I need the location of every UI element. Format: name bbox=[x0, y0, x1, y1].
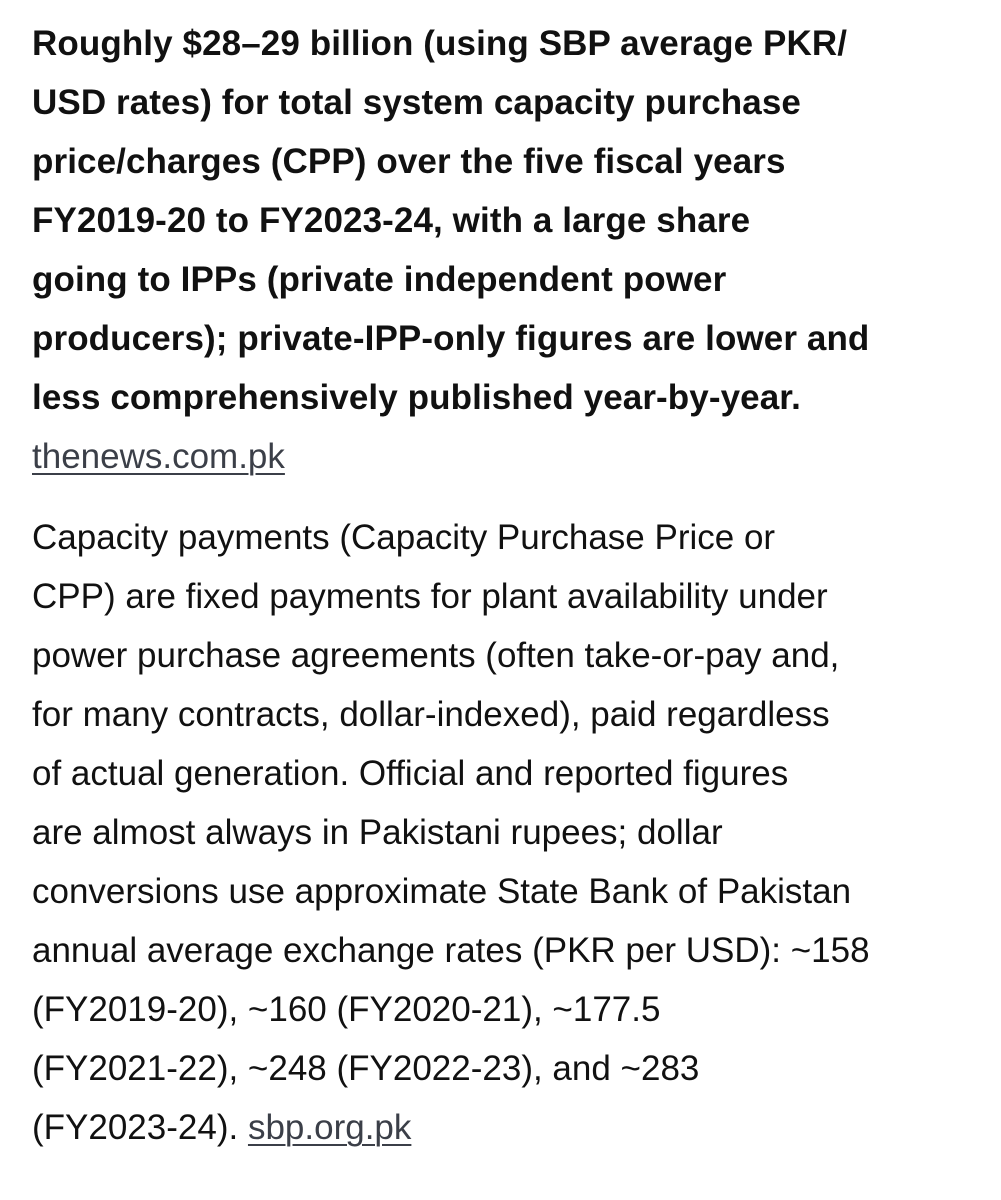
summary-line: producers); private-IPP-only figures are lower and bbox=[32, 319, 870, 358]
explanation-paragraph bbox=[32, 508, 977, 1157]
summary-line: FY2019-20 to FY2023-24, with a large share bbox=[32, 201, 751, 240]
paragraph-gap bbox=[32, 486, 977, 508]
summary-paragraph bbox=[32, 14, 977, 427]
summary-line: going to IPPs (private independent power bbox=[32, 260, 727, 299]
response-content bbox=[32, 14, 977, 1157]
explanation-line: are almost always in Pakistani rupees; dollar bbox=[32, 813, 723, 852]
explanation-line: for many contracts, dollar-indexed), paid regardless bbox=[32, 695, 830, 734]
explanation-last-line bbox=[32, 1098, 977, 1157]
summary-source bbox=[32, 427, 977, 486]
explanation-line: power purchase agreements (often take-or-pay and, bbox=[32, 636, 840, 675]
explanation-line: (FY2019-20), ~160 (FY2020-21), ~177.5 bbox=[32, 990, 661, 1029]
explanation-last-text: (FY2023-24). bbox=[32, 1108, 239, 1147]
summary-line: price/charges (CPP) over the five fiscal years bbox=[32, 142, 786, 181]
explanation-line: conversions use approximate State Bank of Pakistan bbox=[32, 872, 852, 911]
explanation-line: CPP) are fixed payments for plant availability under bbox=[32, 577, 828, 616]
source-link-thenews[interactable]: thenews.com.pk bbox=[32, 437, 285, 476]
summary-line: Roughly $28–29 billion (using SBP average PKR/ bbox=[32, 24, 848, 63]
explanation-line: Capacity payments (Capacity Purchase Price or bbox=[32, 518, 776, 557]
summary-line: USD rates) for total system capacity purchase bbox=[32, 83, 801, 122]
explanation-line: (FY2021-22), ~248 (FY2022-23), and ~283 bbox=[32, 1049, 700, 1088]
explanation-line: of actual generation. Official and reported figures bbox=[32, 754, 789, 793]
summary-line: less comprehensively published year-by-year. bbox=[32, 378, 801, 417]
source-link-sbp[interactable]: sbp.org.pk bbox=[247, 1108, 412, 1147]
explanation-line: annual average exchange rates (PKR per USD): ~158 bbox=[32, 931, 870, 970]
